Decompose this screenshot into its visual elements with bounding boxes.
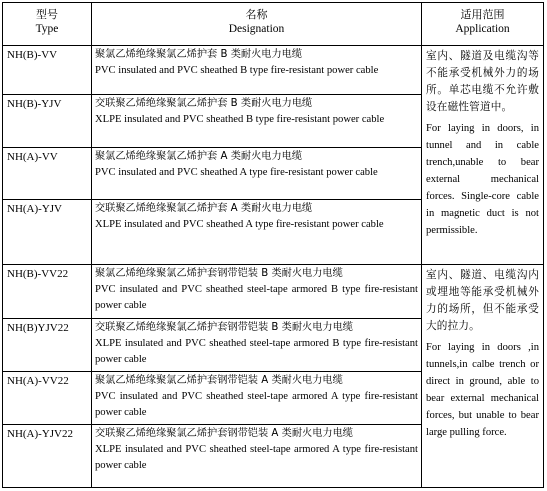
designation-en: PVC insulated and PVC sheathed A type fire-resistant power cable <box>95 167 378 178</box>
designation-cn: 聚氯乙烯绝缘聚氯乙烯护套 A 类耐火电力电缆 <box>95 151 303 162</box>
header-application-en: Application <box>455 23 510 35</box>
designation-en: PVC insulated and PVC sheathed steel-tape armored B type fire-resistant power cable <box>95 284 418 311</box>
designation-en: XLPE insulated and PVC sheathed steel-tape armored A type fire-resistant power cable <box>95 444 418 471</box>
designation-cell <box>91 45 421 79</box>
type-cell: NH(B)YJV22 <box>7 322 69 334</box>
designation-cn: 聚氯乙烯绝缘聚氯乙烯护套钢带铠装 A 类耐火电力电缆 <box>95 375 343 386</box>
designation-en: PVC insulated and PVC sheathed steel-tape armored A type fire-resistant power cable <box>95 391 418 418</box>
header-type <box>3 7 91 43</box>
designation-cn: 交联聚乙烯绝缘聚氯乙烯护套钢带铠装 A 类耐火电力电缆 <box>95 428 353 439</box>
type-cell: NH(B)-VV <box>7 49 58 61</box>
application-en: For laying in doors, in tunnel and in cable trench,unable to bear external mechanical forces. Single-core cable in magnetic duct is not permissible. <box>426 123 539 236</box>
type-cell: NH(A)-VV <box>7 151 58 163</box>
designation-cell <box>91 199 421 233</box>
header-type-en: Type <box>35 23 59 35</box>
designation-cell <box>91 147 421 181</box>
type-cell: NH(A)-YJV <box>7 203 62 215</box>
designation-en: PVC insulated and PVC sheathed B type fire-resistant power cable <box>95 65 379 76</box>
designation-en: XLPE insulated and PVC sheathed steel-tape armored B type fire-resistant power cable <box>95 338 418 365</box>
application-cell <box>422 264 543 487</box>
header-application <box>422 7 543 43</box>
designation-cell <box>91 424 421 474</box>
designation-cell <box>91 371 421 421</box>
designation-cn: 聚氯乙烯绝缘聚氯乙烯护套 B 类耐火电力电缆 <box>95 49 303 60</box>
application-cn: 室内、隧道、电缆沟内或埋地等能承受机械外力的场所，但不能承受大的拉力。 <box>426 269 539 332</box>
type-cell: NH(B)-VV22 <box>7 268 69 280</box>
designation-en: XLPE insulated and PVC sheathed A type fire-resistant power cable <box>95 219 384 230</box>
header-application-cn: 适用范围 <box>460 8 505 21</box>
type-cell: NH(A)-VV22 <box>7 375 69 387</box>
designation-cn: 交联聚乙烯绝缘聚氯乙烯护套钢带铠装 B 类耐火电力电缆 <box>95 322 353 333</box>
designation-cn: 交联聚乙烯绝缘聚氯乙烯护套 B 类耐火电力电缆 <box>95 98 313 109</box>
header-designation-cn: 名称 <box>245 8 268 21</box>
designation-cn: 交联聚乙烯绝缘聚氯乙烯护套 A 类耐火电力电缆 <box>95 203 313 214</box>
header-designation <box>91 7 422 43</box>
cable-specification-table <box>2 2 544 488</box>
type-cell: NH(A)-YJV22 <box>7 428 73 440</box>
designation-cell <box>91 318 421 368</box>
type-cell: NH(B)-YJV <box>7 98 62 110</box>
application-cell <box>422 45 543 264</box>
designation-en: XLPE insulated and PVC sheathed B type fire-resistant power cable <box>95 114 385 125</box>
designation-cn: 聚氯乙烯绝缘聚氯乙烯护套钢带铠装 B 类耐火电力电缆 <box>95 268 343 279</box>
application-en: For laying in doors ,in tunnels,in calbe trench or direct in ground, able to bear external mechanical forces, but unable to bear large pulling force. <box>426 342 539 438</box>
designation-cell <box>91 264 421 314</box>
header-type-cn: 型号 <box>36 8 58 21</box>
designation-cell <box>91 94 421 128</box>
header-designation-en: Designation <box>228 23 285 35</box>
application-cn: 室内、隧道及电缆沟等不能承受机械外力的场所。单芯电缆不允许敷设在磁性管道中。 <box>426 50 539 113</box>
